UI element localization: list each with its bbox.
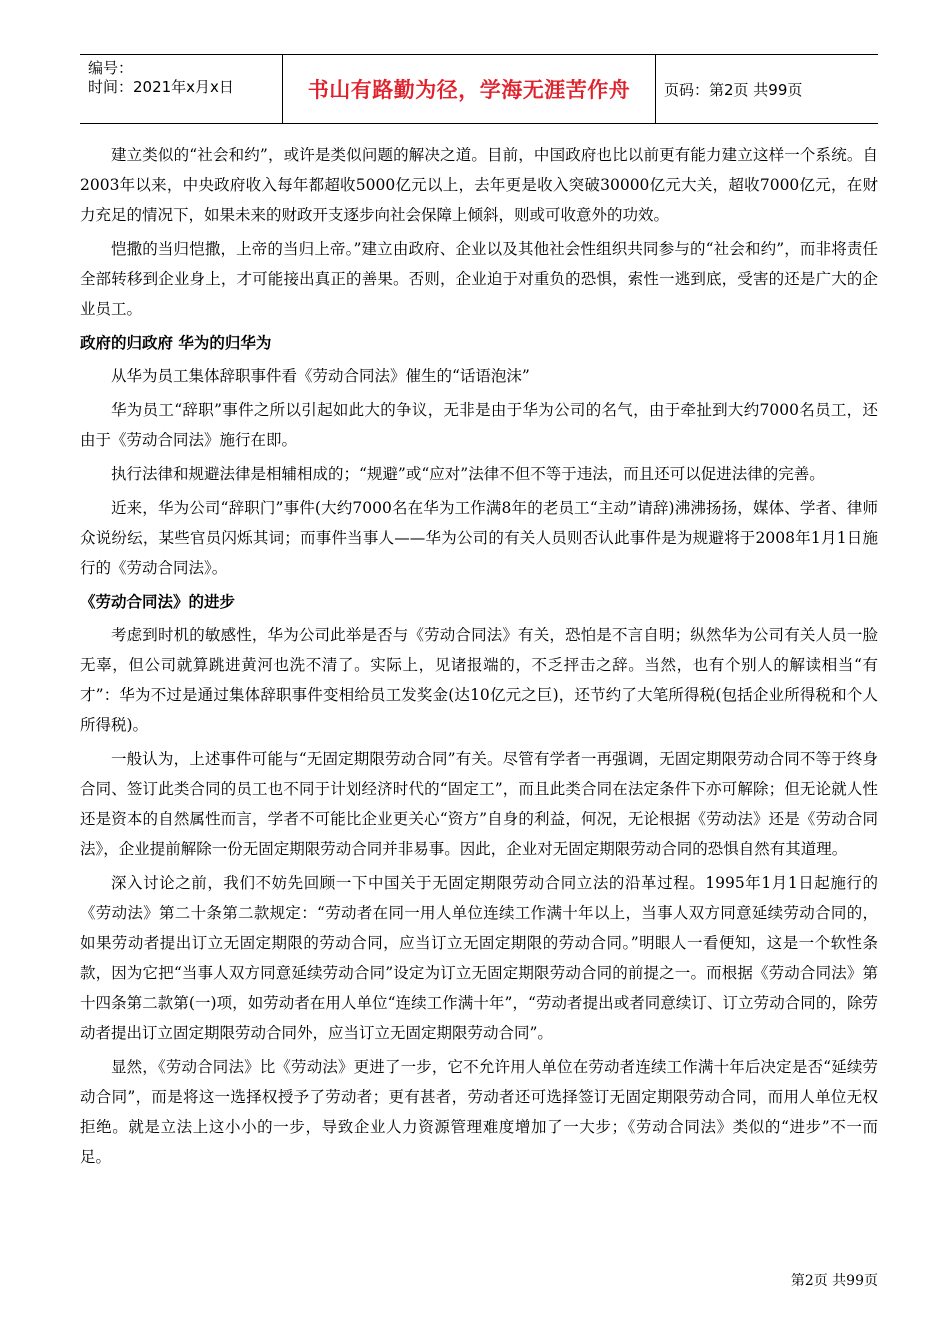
paragraph: 从华为员工集体辞职事件看《劳动合同法》催生的“话语泡沫”	[111, 367, 530, 385]
paragraph: 深入讨论之前，我们不妨先回顾一下中国关于无固定期限劳动合同立法的沿革过程。1995年1月1日起施行的《劳动法》第二十条第二款规定：“劳动者在同一用人单位连续工作满十年以上，当事人双方同意延续劳动合同的，如果劳动者提出订立无固定期限的劳动合同，应当订立无固定期限的劳动合同。”明眼人一看便知，这是一个软性条款，因为它把“当事人双方同意延续劳动合同”设定为订立无固定期限劳动合同的前提之一。而根据《劳动合同法》第十四条第二款第(一)项，如劳动者在用人单位“连续工作满十年”，“劳动者提出或者同意续订、订立劳动合同的，除劳动者提出订立固定期限劳动合同外，应当订立无固定期限劳动合同”。	[80, 874, 878, 1042]
document-number-label: 编号：	[88, 59, 134, 77]
paragraph: 华为员工“辞职”事件之所以引起如此大的争议，无非是由于华为公司的名气，由于牵扯到大约7000名员工，还由于《劳动合同法》施行在即。	[80, 401, 878, 449]
section-heading: 政府的归政府 华为的归华为	[80, 334, 272, 352]
section-heading: 《劳动合同法》的进步	[80, 593, 236, 611]
header-page-info: 页码：第2页 共99页	[664, 80, 803, 99]
document-body	[80, 140, 878, 1176]
document-time: 时间：2021年x月x日	[88, 78, 234, 96]
page-footer: 第2页 共99页	[790, 1273, 878, 1289]
header-meta	[80, 55, 282, 123]
paragraph: 恺撒的当归恺撒，上帝的当归上帝。”建立由政府、企业以及其他社会性组织共同参与的“社会和约”，而非将责任全部转移到企业身上，才可能接出真正的善果。否则，企业迫于对重负的恐惧，索性一逃到底，受害的还是广大的企业员工。	[80, 240, 878, 318]
paragraph: 近来，华为公司“辞职门”事件(大约7000名在华为工作满8年的老员工“主动”请辞)沸沸扬扬，媒体、学者、律师众说纷纭，某些官员闪烁其词；而事件当事人——华为公司的有关人员则否认此事件是为规避将于2008年1月1日施行的《劳动合同法》。	[80, 499, 878, 577]
page-header	[80, 54, 878, 124]
paragraph: 执行法律和规避法律是相辅相成的；“规避”或“应对”法律不但不等于违法，而且还可以促进法律的完善。	[111, 465, 825, 483]
paragraph: 显然，《劳动合同法》比《劳动法》更进了一步，它不允许用人单位在劳动者连续工作满十年后决定是否“延续劳动合同”，而是将这一选择权授予了劳动者；更有甚者，劳动者还可选择签订无固定期限劳动合同，而用人单位无权拒绝。就是立法上这小小的一步，导致企业人力资源管理难度增加了一大步；《劳动合同法》类似的“进步”不一而足。	[80, 1058, 878, 1166]
header-motto: 书山有路勤为径，学海无涯苦作舟	[282, 55, 656, 123]
paragraph: 建立类似的“社会和约”，或许是类似问题的解决之道。目前，中国政府也比以前更有能力建立这样一个系统。自2003年以来，中央政府收入每年都超收5000亿元以上，去年更是收入突破30000亿元大关，超收7000亿元，在财力充足的情况下，如果未来的财政开支逐步向社会保障上倾斜，则或可收意外的功效。	[80, 146, 878, 224]
paragraph: 一般认为，上述事件可能与“无固定期限劳动合同”有关。尽管有学者一再强调，无固定期限劳动合同不等于终身合同、签订此类合同的员工也不同于计划经济时代的“固定工”，而且此类合同在法定条件下亦可解除；但无论就人性还是资本的自然属性而言，学者不可能比企业更关心“资方”自身的利益，何况，无论根据《劳动法》还是《劳动合同法》，企业提前解除一份无固定期限劳动合同并非易事。因此，企业对无固定期限劳动合同的恐惧自然有其道理。	[80, 750, 878, 858]
paragraph: 考虑到时机的敏感性，华为公司此举是否与《劳动合同法》有关，恐怕是不言自明；纵然华为公司有关人员一脸无辜，但公司就算跳进黄河也洗不清了。实际上，见诸报端的，不乏抨击之辞。当然，也有个别人的解读相当“有才”：华为不过是通过集体辞职事件变相给员工发奖金(达10亿元之巨)，还节约了大笔所得税(包括企业所得税和个人所得税)。	[80, 626, 878, 734]
